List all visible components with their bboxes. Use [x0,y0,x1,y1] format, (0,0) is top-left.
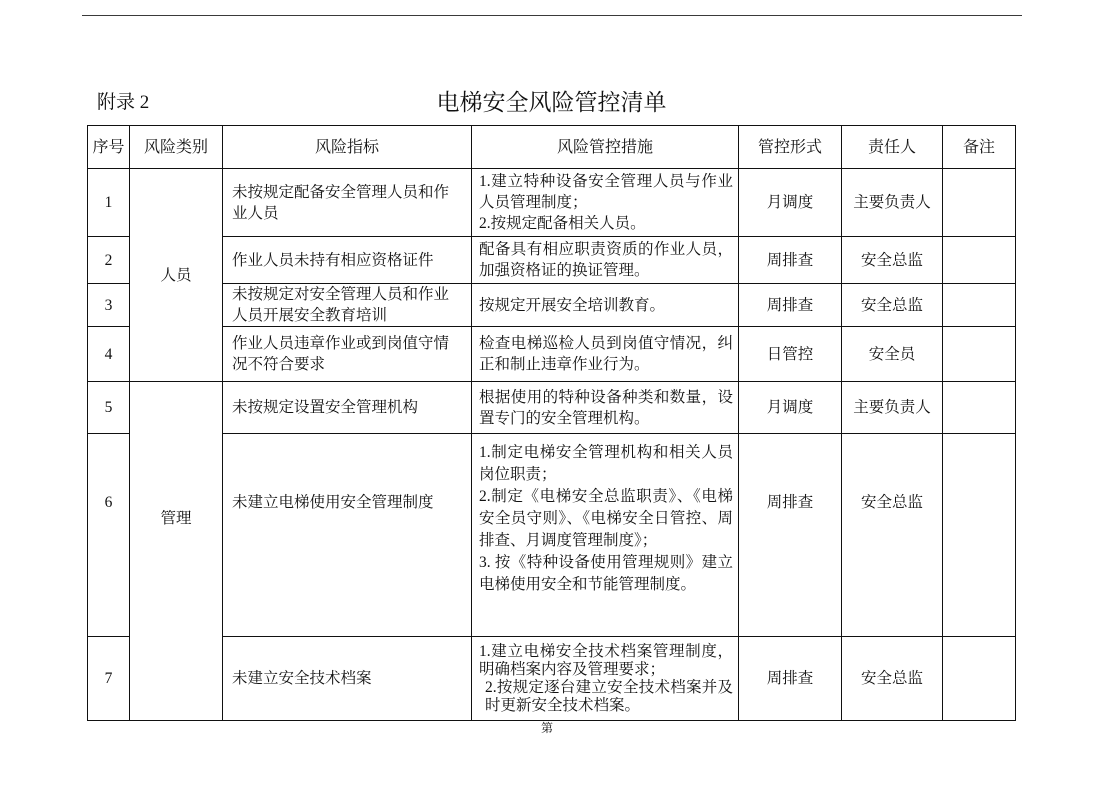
header-owner: 责任人 [842,126,943,169]
table-row [88,637,1016,721]
category-cell: 人员 [130,169,223,382]
control-form: 周排查 [739,637,842,721]
responsible-person: 主要负责人 [842,382,943,434]
note-cell [943,284,1016,327]
risk-indicator: 作业人员违章作业或到岗值守情况不符合要求 [223,327,472,382]
measure-item: 按规定开展安全培训教育。 [479,296,666,314]
table-row [88,284,1016,327]
page-title: 电梯安全风险管控清单 [436,90,667,115]
header-rule [82,15,1022,16]
measure-item: 根据使用的特种设备种类和数量，设置专门的安全管理机构。 [479,388,733,427]
note-cell [943,237,1016,284]
responsible-person: 安全员 [842,327,943,382]
control-form: 周排查 [739,237,842,284]
control-form: 周排查 [739,434,842,637]
table-row [88,237,1016,284]
appendix-label: 附录 2 [97,92,150,113]
header-form: 管控形式 [739,126,842,169]
measure-item: 1.建立电梯安全技术档案管理制度，明确档案内容及管理要求； [479,642,733,678]
header-measures: 风险管控措施 [472,126,739,169]
row-number: 2 [88,237,130,284]
row-number: 3 [88,284,130,327]
row-number: 5 [88,382,130,434]
control-measures [472,169,739,237]
header-no: 序号 [88,126,130,169]
note-cell [943,169,1016,237]
risk-indicator: 未按规定对安全管理人员和作业人员开展安全教育培训 [223,284,472,327]
measure-item: 检查电梯巡检人员到岗值守情况，纠正和制止违章作业行为。 [479,335,733,373]
row-number: 1 [88,169,130,237]
measure-item: 2.按规定配备相关人员。 [479,215,646,232]
control-measures [472,637,739,721]
control-measures [472,237,739,284]
responsible-person: 安全总监 [842,284,943,327]
responsible-person: 安全总监 [842,434,943,637]
header-category: 风险类别 [130,126,223,169]
measure-item: 1.制定电梯安全管理机构和相关人员岗位职责； [479,444,733,483]
table-row [88,327,1016,382]
control-measures [472,327,739,382]
risk-indicator: 未建立电梯使用安全管理制度 [223,434,472,637]
measure-item: 2.制定《电梯安全总监职责》、《电梯 安全员守则》、《电梯安全日管控、周 排查、月调度管理制度》； [479,488,733,549]
measure-item: 3. 按《特种设备使用管理规则》建立 电梯使用安全和节能管理制度。 [479,554,733,593]
control-form: 月调度 [739,169,842,237]
table-header-row [88,126,1016,169]
note-cell [943,637,1016,721]
page-footer: 第 [541,721,554,735]
risk-control-table [87,125,1016,721]
responsible-person: 安全总监 [842,637,943,721]
row-number: 6 [88,434,130,637]
risk-indicator: 未建立安全技术档案 [223,637,472,721]
control-form: 周排查 [739,284,842,327]
control-measures [472,284,739,327]
control-measures [472,382,739,434]
table-row [88,169,1016,237]
responsible-person: 主要负责人 [842,169,943,237]
note-cell [943,382,1016,434]
measure-item: 配备具有相应职责资质的作业人员，加强资格证的换证管理。 [479,241,733,279]
category-cell: 管理 [130,382,223,721]
control-form: 月调度 [739,382,842,434]
risk-indicator: 未按规定配备安全管理人员和作业人员 [223,169,472,237]
header-indicator: 风险指标 [223,126,472,169]
row-number: 7 [88,637,130,721]
measure-item: 2.按规定逐台建立安全技术档案并及时更新安全技术档案。 [485,678,733,714]
control-measures [472,434,739,637]
note-cell [943,434,1016,637]
responsible-person: 安全总监 [842,237,943,284]
table-row [88,382,1016,434]
control-form: 日管控 [739,327,842,382]
table-row [88,434,1016,637]
row-number: 4 [88,327,130,382]
risk-indicator: 未按规定设置安全管理机构 [223,382,472,434]
header-note: 备注 [943,126,1016,169]
risk-indicator: 作业人员未持有相应资格证件 [223,237,472,284]
measure-item: 1.建立特种设备安全管理人员与作业人员管理制度； [479,173,733,211]
note-cell [943,327,1016,382]
